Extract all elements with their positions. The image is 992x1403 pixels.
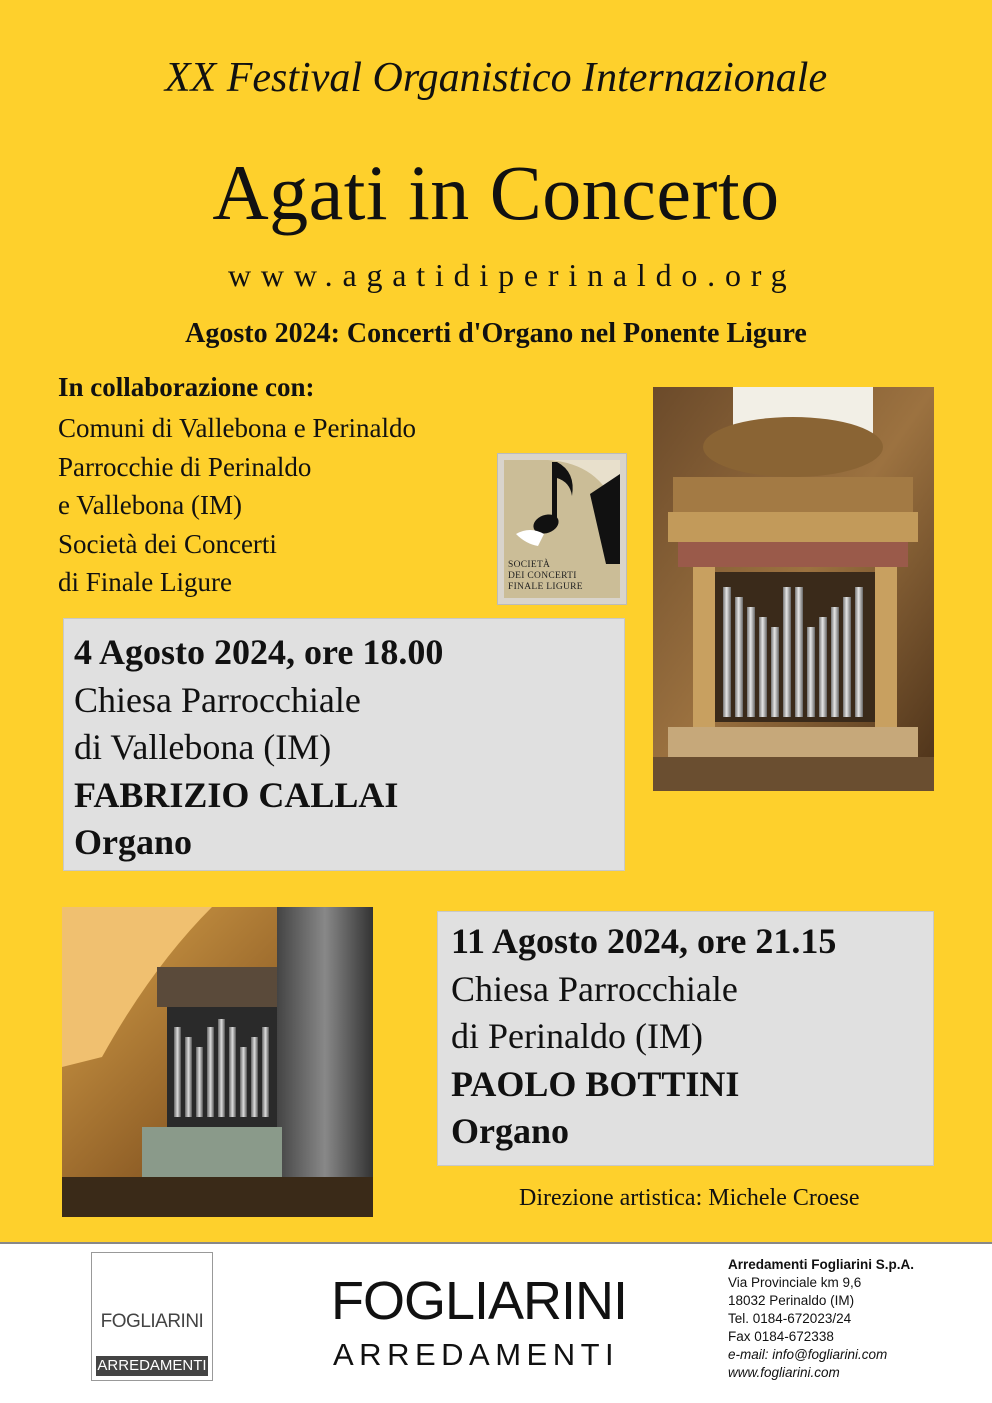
logo-text-line: FINALE LIGURE xyxy=(508,582,583,592)
logo-text-line: SOCIETÀ xyxy=(508,560,551,570)
footer-divider xyxy=(0,1242,992,1244)
collaboration-line: Comuni di Vallebona e Perinaldo xyxy=(58,413,416,443)
concert-instrument: Organo xyxy=(451,1111,570,1151)
festival-heading: XX Festival Organistico Internazionale xyxy=(164,55,828,101)
sponsor-tel: Tel. 0184-672023/24 xyxy=(728,1311,852,1326)
concert-performer: PAOLO BOTTINI xyxy=(451,1063,740,1104)
collaboration-line: di Finale Ligure xyxy=(58,567,232,597)
concert-performer: FABRIZIO CALLAI xyxy=(74,774,399,815)
concert-venue: Chiesa Parrocchiale xyxy=(74,679,361,720)
sponsor-address xyxy=(728,1256,914,1382)
collaboration-line: e Vallebona (IM) xyxy=(58,490,242,520)
societa-concerti-logo xyxy=(497,453,627,605)
sponsor-street: Via Provinciale km 9,6 xyxy=(728,1275,862,1290)
logo-text-line: DEI CONCERTI xyxy=(508,571,577,581)
sponsor-fax: Fax 0184-672338 xyxy=(728,1329,834,1344)
concert-instrument: Organo xyxy=(74,822,193,862)
concert-date: 11 Agosto 2024, ore 21.15 xyxy=(451,921,837,961)
fogliarini-logo xyxy=(91,1252,213,1381)
subtitle: Agosto 2024: Concerti d'Organo nel Ponente Ligure xyxy=(185,318,807,349)
collaboration-line: Parrocchie di Perinaldo xyxy=(58,451,312,482)
sponsor-brand-sub: ARREDAMENTI xyxy=(333,1337,620,1372)
perinaldo-organ-photo xyxy=(62,907,373,1217)
collaboration-list xyxy=(58,409,416,602)
sponsor-web[interactable]: www.fogliarini.com xyxy=(728,1365,840,1380)
concert-date: 4 Agosto 2024, ore 18.00 xyxy=(74,632,444,672)
concert-card-2 xyxy=(437,911,934,1166)
sponsor-company: Arredamenti Fogliarini S.p.A. xyxy=(728,1257,915,1272)
artistic-direction: Direzione artistica: Michele Croese xyxy=(519,1185,860,1211)
concert-card-1 xyxy=(63,618,625,871)
vallebona-organ-photo xyxy=(653,387,934,791)
concert-venue: Chiesa Parrocchiale xyxy=(451,968,738,1009)
concert-venue-town: di Vallebona (IM) xyxy=(74,727,332,767)
sponsor-email[interactable]: e-mail: info@fogliarini.com xyxy=(728,1347,888,1362)
sponsor-brand: FOGLIARINI xyxy=(331,1271,628,1331)
logo-bottom-text: ARREDAMENTI xyxy=(97,1357,207,1374)
concert-venue-town: di Perinaldo (IM) xyxy=(451,1016,703,1056)
page-title: Agati in Concerto xyxy=(212,149,780,236)
website-link[interactable]: www.agatidiperinaldo.org xyxy=(228,257,797,293)
collaboration-line: Società dei Concerti xyxy=(58,528,277,559)
sponsor-city: 18032 Perinaldo (IM) xyxy=(728,1293,855,1308)
collaboration-heading: In collaborazione con: xyxy=(58,372,315,402)
logo-top-text: FOGLIARINI xyxy=(100,1311,204,1332)
